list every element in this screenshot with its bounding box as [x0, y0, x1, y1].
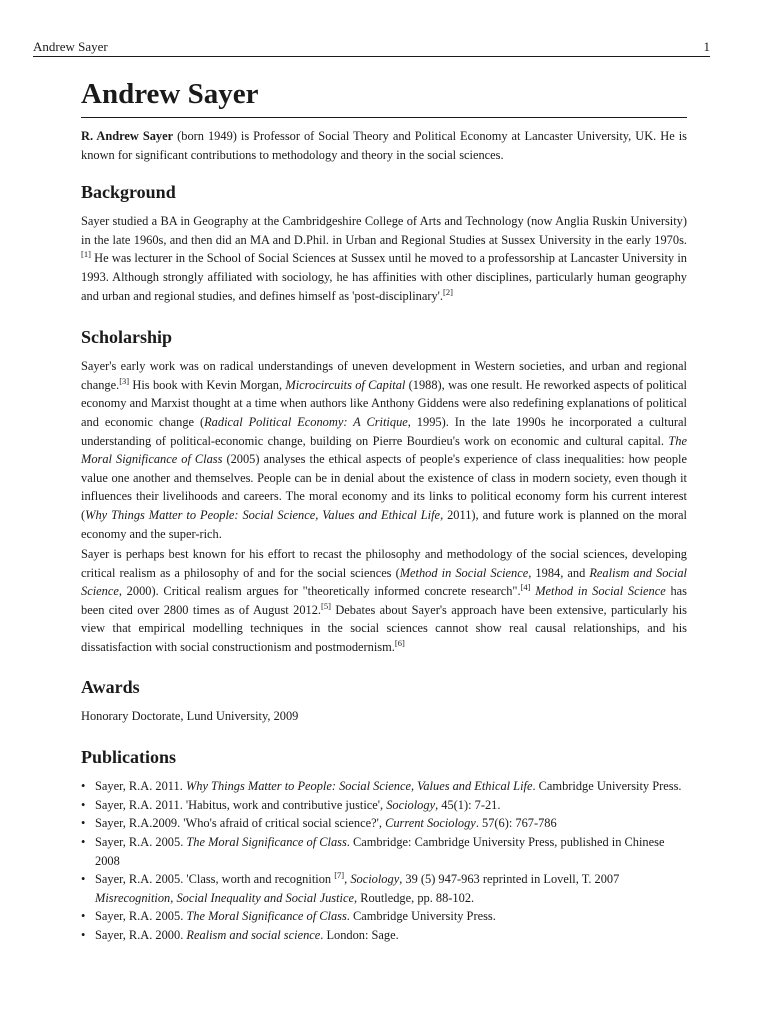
- journal-title: Current Sociology: [385, 816, 476, 831]
- publication-item: [81, 907, 687, 926]
- intro-text: (born 1949) is Professor of Social Theory and Political Economy at Lancaster University, UK. He is known for significant contributions to methodology and theory in the social sciences.: [81, 129, 687, 162]
- running-header: [33, 38, 710, 57]
- text-run: , 1984, and: [528, 565, 590, 580]
- running-header-title: Andrew Sayer: [33, 39, 108, 54]
- background-heading: Background: [81, 182, 176, 203]
- journal-title: Sociology: [386, 797, 436, 812]
- article-body: [81, 76, 687, 945]
- scholarship-paragraph-2: [81, 545, 687, 657]
- scholarship-heading: Scholarship: [81, 327, 173, 348]
- text-run: (2005) analyses the ethical aspects of people's experience of class inequalities: how people value one another and themselves. People can be in denial about the existence of class in modern society, even though it influences their livelihoods and careers. The moral economy and its links to political economy form his current interest (: [81, 452, 687, 522]
- page-number: 1: [703, 39, 710, 54]
- bullet-mark: •: [81, 835, 86, 850]
- citation-link-4[interactable]: [4]: [520, 582, 531, 593]
- text-run: , 45(1): 7-21.: [435, 797, 501, 812]
- awards-text: Honorary Doctorate, Lund University, 2009: [81, 708, 299, 723]
- book-title: Misrecognition, Social Inequality and Social Justice: [95, 890, 354, 905]
- text-run: Sayer, R.A.2009. 'Who's afraid of critical social science?',: [95, 816, 386, 831]
- bullet-mark: •: [81, 909, 86, 924]
- book-title: Method in Social Science: [530, 584, 666, 599]
- text-run: Sayer is perhaps best known for his effort to recast the philosophy and methodology of the social sciences, developing critical realism as a philosophy of and for the social sciences (: [81, 547, 687, 580]
- publication-item: [81, 833, 687, 870]
- article-title: Andrew Sayer: [81, 76, 687, 118]
- awards-heading: Awards: [81, 676, 140, 697]
- book-title: The Moral Significance of Class: [186, 835, 347, 850]
- text-run: Sayer, R.A. 2011.: [95, 779, 186, 794]
- intro-name: R. Andrew Sayer: [81, 129, 174, 143]
- book-title: The Moral Significance of Class: [186, 909, 347, 924]
- text-run: Sayer, R.A. 2005.: [95, 835, 187, 850]
- text-run: , 2000). Critical realism argues for "theoretically informed concrete research".: [118, 584, 521, 599]
- publications-list: [81, 777, 687, 944]
- bullet-mark: •: [81, 779, 86, 794]
- text-run: Sayer, R.A. 2000.: [95, 928, 187, 942]
- intro-paragraph: [81, 127, 687, 164]
- text-run: Sayer, R.A. 2011. 'Habitus, work and contributive justice',: [95, 797, 387, 812]
- citation-link-5[interactable]: [5]: [321, 600, 331, 611]
- bullet-mark: •: [81, 816, 86, 831]
- text-run: Sayer's early work was on radical understandings of uneven development in Western societies, and urban and regional change.: [81, 359, 687, 392]
- background-paragraph: [81, 212, 687, 305]
- text-run: . London: Sage.: [320, 928, 399, 942]
- text-run: His book with Kevin Morgan,: [129, 377, 286, 392]
- citation-link-3[interactable]: [3]: [119, 375, 130, 386]
- publication-item: [81, 814, 687, 833]
- book-title: Method in Social Science: [399, 565, 529, 580]
- publications-heading: Publications: [81, 747, 177, 768]
- text-run: . 57(6): 767-786: [475, 816, 557, 831]
- text-run: has been cited over 2800 times as of August 2012.: [81, 584, 687, 617]
- text-run: Sayer studied a BA in Geography at the Cambridgeshire College of Arts and Technology (now Anglia Ruskin University) in the late 1960s, and then did an MA and D.Phil. in Urban and Regional Studies at Sussex University in the early 1970s.: [81, 214, 687, 247]
- book-title: The Moral Significance of Class: [81, 433, 687, 467]
- bullet-mark: •: [81, 797, 86, 812]
- book-title: Microcircuits of Capital: [285, 377, 406, 392]
- citation-link-6[interactable]: [6]: [394, 638, 405, 649]
- text-run: . Cambridge University Press.: [532, 779, 682, 794]
- text-run: He was lecturer in the School of Social Sciences at Sussex until he moved to a professorship at Lancaster University in 1993. Although strongly affiliated with sociology, he has affinities with other disciplines, particularly human geography and urban and regional studies, and defines himself as 'post-disciplinary'.: [81, 251, 687, 303]
- text-run: ,: [344, 872, 351, 887]
- publication-item: [81, 796, 687, 815]
- text-run: Debates about Sayer's approach have been extensive, particularly his view that empirical modelling techniques in the social sciences cannot show real causal relationships, and his dissatisfaction with social constructionism and postmodernism.: [81, 602, 687, 655]
- text-run: , 39 (5) 947-963 reprinted in Lovell, T. 2007: [399, 872, 620, 887]
- text-run: , 1995). In the late 1990s he incorporated a cultural understanding of political-economic change, building on Pierre Bourdieu's work on economic and cultural capital.: [81, 414, 687, 448]
- publication-item: [81, 926, 687, 945]
- book-title: Radical Political Economy: A Critique: [204, 414, 408, 429]
- text-run: , 2011), and future work is planned on the moral economy and the super-rich.: [81, 507, 687, 541]
- citation-link-1[interactable]: [1]: [81, 249, 91, 260]
- scholarship-paragraph-1: [81, 357, 687, 543]
- text-run: (1988), was one result. He reworked aspects of political economy and Marxist thought at a time when authors like Anthony Giddens were also redefining explanations of political and economic change (: [81, 377, 687, 429]
- journal-title: Sociology: [350, 872, 400, 887]
- text-run: Sayer, R.A. 2005.: [95, 909, 187, 924]
- text-run: Sayer, R.A. 2005. 'Class, worth and recognition: [95, 872, 335, 887]
- publication-item: [81, 777, 687, 796]
- text-run: , Routledge, pp. 88-102.: [354, 890, 475, 905]
- publication-item: [81, 870, 687, 907]
- book-title: Why Things Matter to People: Social Science, Values and Ethical Life: [185, 779, 533, 794]
- text-run: . Cambridge: Cambridge University Press, published in Chinese 2008: [95, 835, 665, 868]
- bullet-mark: •: [81, 872, 86, 887]
- book-title: Realism and social science: [186, 928, 321, 942]
- book-title: Why Things Matter to People: Social Science, Values and Ethical Life: [85, 507, 441, 522]
- bullet-mark: •: [81, 928, 86, 942]
- citation-link-2[interactable]: [2]: [442, 286, 453, 297]
- citation-link-7[interactable]: [7]: [334, 870, 345, 881]
- text-run: . Cambridge University Press.: [346, 909, 496, 924]
- book-title: Realism and Social Science: [81, 565, 687, 599]
